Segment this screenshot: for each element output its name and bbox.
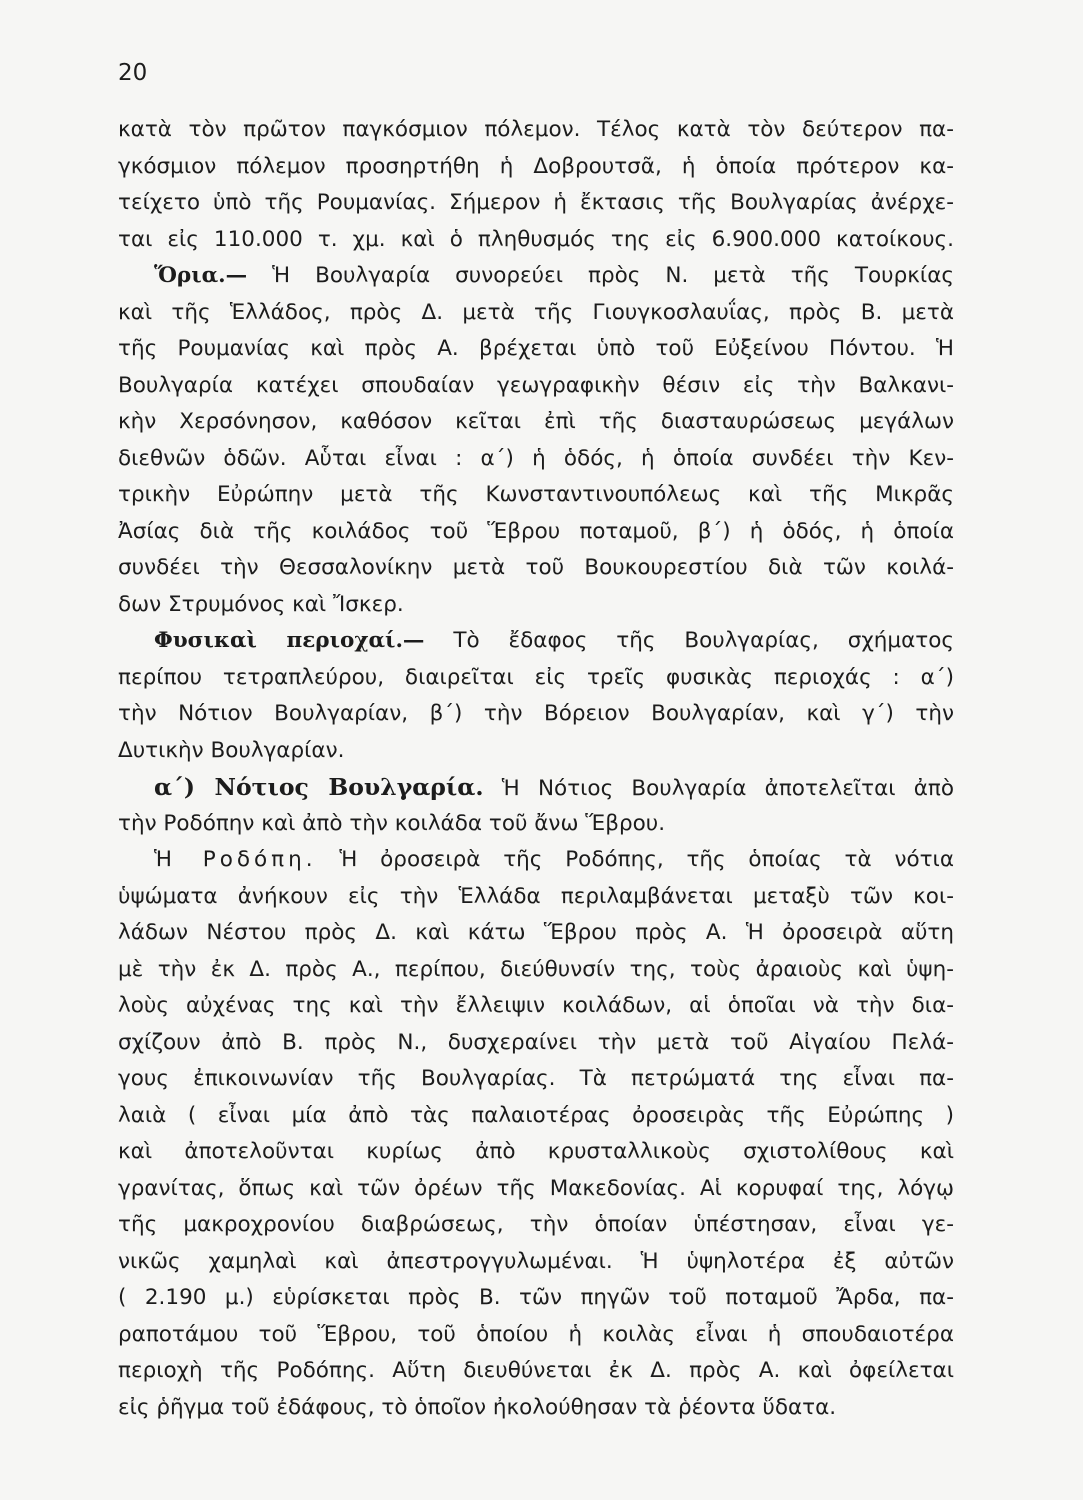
section-heading: Φυσικαὶ περιοχαί.— (154, 628, 425, 653)
line-text: γκόσμιον πόλεμον προσηρτήθη ἡ Δοβρουτσᾶ, ἡ ὁποία πρότερον κα- (118, 153, 954, 179)
text-line (118, 185, 954, 222)
text-line (118, 1280, 954, 1317)
text-line (118, 550, 954, 587)
text-line (118, 1353, 954, 1390)
text-line (118, 879, 954, 916)
line-text: περίπου τετραπλεύρου, διαιρεῖται εἰς τρεῖς φυσικὰς περιοχάς : α΄) (118, 664, 954, 690)
text-line (118, 222, 954, 259)
line-text: γους ἐπικοινωνίαν τῆς Βουλγαρίας. Τὰ πετρώματά της εἶναι πα- (118, 1066, 954, 1091)
line-text: συνδέει τὴν Θεσσαλονίκην μετὰ τοῦ Βουκουρεστίου διὰ τῶν κοιλά- (118, 555, 954, 580)
line-text: Ἡ Νότιος Βουλγαρία ἀποτελεῖται ἀπὸ (501, 776, 954, 801)
text-line (118, 915, 954, 952)
text-line (118, 660, 954, 697)
line-text: Βουλγαρία κατέχει σπουδαίαν γεωγραφικὴν θέσιν εἰς τὴν Βαλκανι- (118, 372, 954, 398)
line-text: Ἀσίας διὰ τῆς κοιλάδος τοῦ Ἕβρου ποταμοῦ, β΄) ἡ ὁδός, ἡ ὁποία (118, 518, 954, 544)
line-text: περιοχὴ τῆς Ροδόπης. Αὕτη διευθύνεται ἐκ Δ. πρὸς Α. καὶ ὀφείλεται (118, 1358, 954, 1383)
line-text: τῆς Ρουμανίας καὶ πρὸς Α. βρέχεται ὑπὸ τοῦ Εὐξείνου Πόντου. Ἡ (118, 336, 954, 361)
text-line (118, 477, 954, 514)
line-text: μὲ τὴν ἐκ Δ. πρὸς Α., περίπου, διεύθυνσίν της, τοὺς ἀραιοὺς καὶ ὑψη- (118, 956, 954, 982)
section-heading: α΄) Νότιος Βουλγαρία. (154, 773, 484, 801)
text-line (118, 404, 954, 441)
text-line (118, 1098, 954, 1135)
line-text: κατὰ τὸν πρῶτον παγκόσμιον πόλεμον. Τέλος κατὰ τὸν δεύτερον πα- (118, 117, 954, 142)
line-text: τρικὴν Εὐρώπην μετὰ τῆς Κωνσταντινουπόλεως καὶ τῆς Μικρᾶς (118, 482, 954, 507)
line-text: Ἡ ὀροσειρὰ τῆς Ροδόπης, τῆς ὁποίας τὰ νότια (339, 847, 954, 872)
line-text: καὶ τῆς Ἑλλάδος, πρὸς Δ. μετὰ τῆς Γιουγκοσλαυΐας, πρὸς Β. μετὰ (118, 299, 954, 325)
text-line (118, 587, 954, 624)
line-text: τὴν Νότιον Βουλγαρίαν, β΄) τὴν Βόρειον Βουλγαρίαν, καὶ γ΄) τὴν (118, 701, 954, 726)
text-line (118, 623, 954, 660)
line-text: νικῶς χαμηλαὶ καὶ ἀπεστρογγυλωμέναι. Ἡ ὑψηλοτέρα ἐξ αὐτῶν (118, 1248, 954, 1274)
page-number: 20 (118, 60, 148, 86)
line-text: λάδων Νέστου πρὸς Δ. καὶ κάτω Ἕβρου πρὸς Α. Ἡ ὀροσειρὰ αὕτη (118, 920, 954, 945)
text-line (118, 295, 954, 332)
text-line (118, 806, 954, 843)
text-line (118, 112, 954, 149)
line-text: Ἡ Βουλγαρία συνορεύει πρὸς Ν. μετὰ τῆς Τουρκίας (272, 263, 954, 288)
line-text: Τὸ ἔδαφος τῆς Βουλγαρίας, σχήματος (453, 628, 954, 653)
subsection-heading: Ἡ Ροδόπη. (154, 847, 317, 872)
line-text: γρανίτας, ὅπως καὶ τῶν ὀρέων τῆς Μακεδονίας. Αἱ κορυφαί της, λόγῳ (118, 1175, 954, 1201)
line-text: τῆς μακροχρονίου διαβρώσεως, τὴν ὁποίαν ὑπέστησαν, εἶναι γε- (118, 1212, 954, 1237)
text-line (118, 1025, 954, 1062)
text-line (118, 1390, 954, 1427)
line-text: σχίζουν ἀπὸ Β. πρὸς Ν., δυσχεραίνει τὴν μετὰ τοῦ Αἰγαίου Πελά- (118, 1029, 954, 1055)
line-text: δων Στρυμόνος καὶ Ἴσκερ. (118, 591, 404, 617)
body-text (118, 112, 954, 1426)
line-text: ὑψώματα ἀνήκουν εἰς τὴν Ἑλλάδα περιλαμβάνεται μεταξὺ τῶν κοι- (118, 883, 954, 909)
text-line (118, 514, 954, 551)
text-line (118, 1244, 954, 1281)
text-line (118, 258, 954, 295)
text-line (118, 149, 954, 186)
text-line (118, 441, 954, 478)
line-text: ( 2.190 μ.) εὑρίσκεται πρὸς Β. τῶν πηγῶν τοῦ ποταμοῦ Ἄρδα, πα- (118, 1285, 954, 1310)
text-line (118, 1317, 954, 1354)
text-line (118, 769, 954, 806)
text-line (118, 952, 954, 989)
text-line (118, 1134, 954, 1171)
line-text: Δυτικὴν Βουλγαρίαν. (118, 737, 345, 763)
text-line (118, 1061, 954, 1098)
text-line (118, 696, 954, 733)
text-line (118, 733, 954, 770)
text-line (118, 1207, 954, 1244)
line-text: εἰς ῥῆγμα τοῦ ἐδάφους, τὸ ὁποῖον ἠκολούθησαν τὰ ῥέοντα ὕδατα. (118, 1394, 837, 1420)
text-line (118, 368, 954, 405)
line-text: ραποτάμου τοῦ Ἕβρου, τοῦ ὁποίου ἡ κοιλὰς εἶναι ἡ σπουδαιοτέρα (118, 1321, 954, 1347)
line-text: λαιὰ ( εἶναι μία ἀπὸ τὰς παλαιοτέρας ὀροσειρὰς τῆς Εὐρώπης ) (118, 1102, 954, 1128)
line-text: ται εἰς 110.000 τ. χμ. καὶ ὁ πληθυσμός της εἰς 6.900.000 κατοίκους. (118, 226, 954, 252)
line-text: κὴν Χερσόνησον, καθόσον κεῖται ἐπὶ τῆς διασταυρώσεως μεγάλων (118, 409, 954, 434)
text-line (118, 331, 954, 368)
section-heading: Ὅρια.— (154, 263, 248, 288)
line-text: τὴν Ροδόπην καὶ ἀπὸ τὴν κοιλάδα τοῦ ἄνω Ἕβρου. (118, 810, 666, 836)
line-text: διεθνῶν ὁδῶν. Αὗται εἶναι : α΄) ἡ ὁδός, ἡ ὁποία συνδέει τὴν Κεν- (118, 445, 954, 471)
text-line (118, 1171, 954, 1208)
line-text: τείχετο ὑπὸ τῆς Ρουμανίας. Σήμερον ἡ ἔκτασις τῆς Βουλγαρίας ἀνέρχε- (118, 190, 954, 215)
line-text: καὶ ἀποτελοῦνται κυρίως ἀπὸ κρυσταλλικοὺς σχιστολίθους καὶ (118, 1139, 954, 1164)
text-line (118, 988, 954, 1025)
line-text: λοὺς αὐχένας της καὶ τὴν ἔλλειψιν κοιλάδων, αἱ ὁποῖαι νὰ τὴν δια- (118, 993, 954, 1018)
text-line (118, 842, 954, 879)
